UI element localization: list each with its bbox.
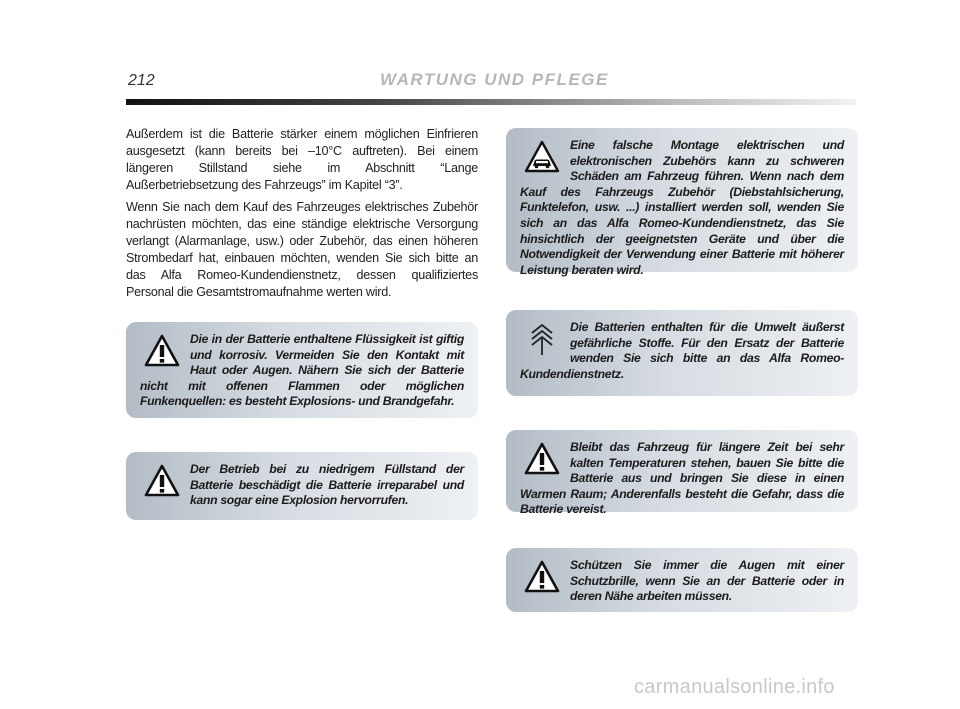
body-text (126, 126, 478, 306)
car-warning-notice (506, 128, 858, 277)
notice-text: Die in der Batterie enthaltene Flüssigkeit ist giftig und korrosiv. Vermeiden Sie den Kontakt mit Haut oder Augen. Nähern Sie sich der Batterie nicht mit offenen Flammen oder möglichen Funkenquellen: es besteht Explosions- und Brandgefahr. (140, 332, 464, 409)
notice-text: Die Batterien enthalten für die Umwelt äußerst gefährliche Stoffe. Für den Ersatz der Batterie wenden Sie sich bitte an das Alfa Romeo-Kundendienstnetz. (520, 320, 844, 381)
section-title: WARTUNG UND PFLEGE (380, 70, 609, 89)
warning-triangle-icon (524, 560, 560, 594)
notice-text: Schützen Sie immer die Augen mit einer Schutzbrille, wenn Sie an der Batterie oder in deren Nähe arbeiten müssen. (570, 558, 844, 604)
environment-tree-icon (524, 322, 560, 356)
warning-notice (126, 322, 478, 418)
warning-notice (506, 430, 858, 517)
watermark: carmanualsonline.info (634, 676, 835, 698)
car-warning-icon (524, 140, 560, 174)
notice-text: Bleibt das Fahrzeug für längere Zeit bei sehr kalten Temperaturen stehen, bauen Sie bitte die Batterie aus und bringen Sie diese in einen Warmen Raum; Anderenfalls besteht die Gefahr, dass die Batterie vereist. (520, 440, 844, 517)
paragraph: Wenn Sie nach dem Kauf des Fahrzeuges elektrisches Zubehör nachrüsten möchten, das eine ständige elektrische Versorgung verlangt (Alarmanlage, usw.) oder Zubehör, das einen höheren Strombedarf hat, einbauen möchten, wenden Sie sich bitte an das Alfa Romeo-Kundendienstnetz, dessen qualifiziertes Personal die Gesamtstromaufnahme werten wird. (126, 200, 478, 299)
notice-text: Der Betrieb bei zu niedrigem Füllstand der Batterie beschädigt die Batterie irreparabel und kann sogar eine Explosion hervorrufen. (190, 462, 464, 508)
environment-notice (506, 310, 858, 396)
header-rule (126, 99, 856, 105)
warning-triangle-icon (144, 464, 180, 498)
warning-triangle-icon (524, 442, 560, 476)
paragraph: Außerdem ist die Batterie stärker einem möglichen Einfrieren ausgesetzt (kann bereits bei –10°C auftreten). Bei einem längeren Stillstand siehe im Abschnitt “Lange Außerbetriebsetzung des Fahrzeugs” im Kapitel “3”. (126, 127, 478, 192)
warning-notice (506, 548, 858, 612)
page-number: 212 (128, 72, 155, 89)
warning-triangle-icon (144, 334, 180, 368)
warning-notice (126, 452, 478, 520)
notice-text: Eine falsche Montage elektrischen und elektronischen Zubehörs kann zu schweren Schäden am Fahrzeug führen. Wenn nach dem Kauf des Fahrzeugs Zubehör (Diebstahlsicherung, Funktelefon, usw. ...) installiert werden soll, wenden Sie sich an das Alfa Romeo-Kundendienstnetz, das Sie hinsichtlich der geeignetsten Geräte und über die Notwendigkeit der Verwendung einer Batterie mit höherer Leistung beraten wird. (520, 138, 844, 277)
